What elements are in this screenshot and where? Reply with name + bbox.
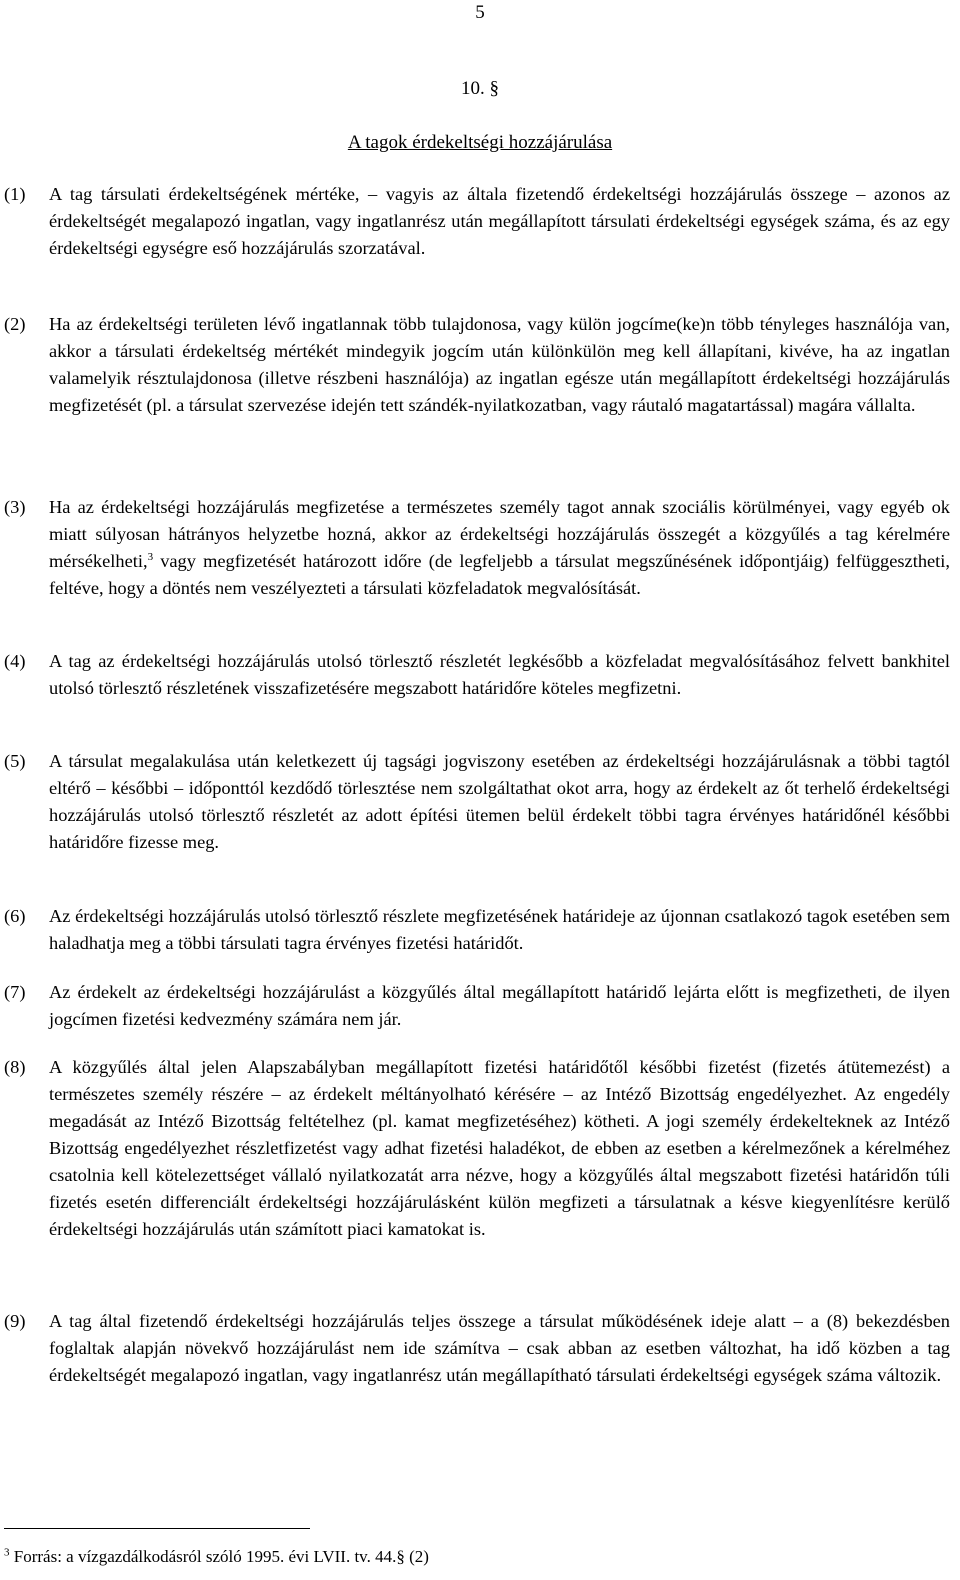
section-title: A tagok érdekeltségi hozzájárulása: [347, 132, 613, 153]
paragraph-number: (2): [4, 314, 26, 334]
footnote-separator: [4, 1528, 310, 1529]
paragraph-text-part: Ha az érdekeltségi hozzájárulás megfizetése a természetes személy tagot annak szociális körülményei, vagy egyéb ok miatt súlyosan hátrányos helyzetbe hozná, akkor az érdekeltségi hozzájárulás összegét a közgyűlés a tag kérelmére mérsékelheti,: [49, 497, 950, 571]
paragraph-number: (5): [4, 751, 26, 771]
footnote-text: Forrás: a vízgazdálkodásról szóló 1995. évi LVII. tv. 44.§ (2): [9, 1547, 429, 1566]
section-heading: 10. §: [461, 78, 499, 99]
paragraph-number: (1): [4, 184, 26, 204]
page-number: 5: [475, 2, 485, 23]
paragraph-text: A tag az érdekeltségi hozzájárulás utolsó törlesztő részletét legkésőbb a közfeladat megvalósításához felvett bankhitel utolsó törlesztő részletének visszafizetésére megszabott határidőre köteles megfizetni.: [49, 651, 950, 698]
paragraph-text: Az érdekelt az érdekeltségi hozzájárulást a közgyűlés által megállapított határidő lejárta előtt is megfizetheti, de ilyen jogcímen fizetési kedvezmény számára nem jár.: [49, 982, 950, 1029]
paragraph-7: [0, 979, 950, 1033]
paragraph-5: [0, 748, 950, 856]
paragraph-6: [0, 903, 950, 957]
paragraph-number: (4): [4, 651, 26, 671]
paragraph-text: A tag által fizetendő érdekeltségi hozzájárulás teljes összege a társulat működésének ideje alatt – a (8) bekezdésben foglaltak alapján növekvő hozzájárulást nem ide számítva – csak abban az esetben változhat, ha idő közben a tag érdekeltségét megalapozó ingatlan, vagy ingatlanrész után megállapítható társulati érdekeltségi egységek száma változik.: [49, 1311, 950, 1385]
paragraph-2: [0, 311, 950, 419]
paragraph-text: Az érdekeltségi hozzájárulás utolsó törlesztő részlete megfizetésének határideje az újonnan csatlakozó tagok esetében sem haladhatja meg a többi társulati tagra érvényes fizetési határidőt.: [49, 906, 950, 953]
paragraph-number: (8): [4, 1057, 26, 1077]
paragraph-text: Ha az érdekeltségi területen lévő ingatlannak több tulajdonosa, vagy külön jogcíme(ke)n több tényleges használója van, akkor a társulati érdekeltség mértékét mindegyik jogcím után különkülön meg kell állapítani, kivéve, ha az ingatlan valamelyik résztulajdonosa (illetve részbeni használója) az ingatlan egésze után megállapított érdekeltségi hozzájárulás megfizetését (pl. a társulat szervezése idején tett szándék-nyilatkozatban, vagy ráutaló magatartással) magára vállalta.: [49, 314, 950, 415]
footnote-marker: 3: [4, 1546, 10, 1559]
paragraph-text-part: vagy megfizetését határozott időre (de legfeljebb a társulat megszűnésének időpontjáig) felfüggesztheti, feltéve, hogy a döntés nem veszélyezteti a társulati közfeladatok megvalósítását.: [49, 551, 950, 598]
footnote-reference[interactable]: 3: [147, 550, 154, 563]
footnote: [4, 1545, 429, 1569]
paragraph-text: A társulat megalakulása után keletkezett új tagsági jogviszony esetében az érdekeltségi hozzájárulásnak a többi tagtól eltérő – későbbi – időponttól kezdődő törlesztése nem szolgáltathat okot arra, hogy az érdekelt az őt terhelő érdekeltségi hozzájárulás utolsó törlesztő részletét az adott építési ütemen belül érdekelt többi tagra érvényes határidőnél későbbi határidőre fizesse meg.: [49, 751, 950, 852]
paragraph-4: [0, 648, 950, 702]
paragraph-8: [0, 1054, 950, 1243]
paragraph-number: (6): [4, 906, 26, 926]
paragraph-text: [49, 494, 950, 602]
paragraph-number: (9): [4, 1311, 26, 1331]
paragraph-1: [0, 181, 950, 262]
paragraph-text: A tag társulati érdekeltségének mértéke, – vagyis az általa fizetendő érdekeltségi hozzájárulás összege – azonos az érdekeltségét megalapozó ingatlan, vagy ingatlanrész után megállapított társulati érdekeltségi egységek száma, és az egy érdekeltségi egységre eső hozzájárulás szorzatával.: [49, 184, 950, 258]
paragraph-9: [0, 1308, 950, 1389]
paragraph-number: (7): [4, 982, 26, 1002]
paragraph-3: [0, 494, 950, 602]
paragraph-number: (3): [4, 497, 26, 517]
paragraph-text: A közgyűlés által jelen Alapszabályban megállapított fizetési határidőtől későbbi fizetést (fizetés átütemezést) a természetes személy részére – az érdekelt méltányolható kérésére – az Intéző Bizottság engedélyezhet. Az engedély megadását az Intéző Bizottság feltételhez (pl. kamat megfizetéséhez) kötheti. A jogi személy érdekelteknek az Intéző Bizottság engedélyezhet részletfizetést vagy adhat fizetési haladékot, de ebben az esetben a kérelmezőnek a kérelméhez csatolnia kell kötelezettséget vállaló nyilatkozatát arra nézve, hogy a közgyűlés által megszabott fizetési határidőn túli fizetés esetén differenciált érdekeltségi hozzájárulásként külön megfizeti a társulatnak a késve kiegyenlítésre kerülő érdekeltségi hozzájárulás után számított piaci kamatokat is.: [49, 1057, 950, 1239]
